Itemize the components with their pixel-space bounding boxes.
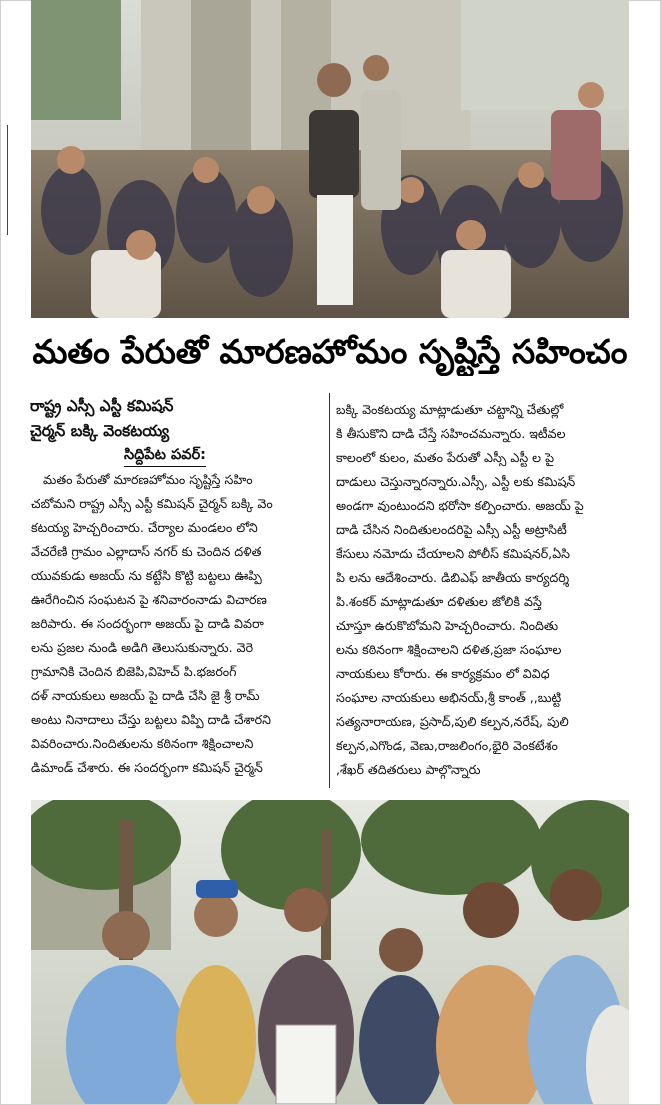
headline: మతం పేరుతో మారణహోమం సృష్టిస్తే సహించం <box>32 332 628 371</box>
body-line: అండగా వుంటుందని భరోసా కల్పించారు. అజయ్ పై <box>336 498 584 513</box>
margin-rule <box>7 125 8 235</box>
body-line: దళ్ నాయకులు అజయ్ పై దాడి చేసి జై శ్రీ రామ్ <box>31 688 260 703</box>
body-line: ,శేఖర్ తదితరులు పాల్గొన్నారు <box>336 762 481 777</box>
body-line: కేసులు నమోదు చేయాలని పోలీస్ కమిషనర్,ఏసి <box>336 546 570 561</box>
body-line: దాడి చేసిన నిందితులందరిపై ఎస్సీ ఎస్టీ అట్రాసిటీ <box>336 522 567 537</box>
subheading-line-2: చైర్మన్ బక్కి వెంకటయ్య <box>30 422 170 440</box>
body-line: కల్పన,ఎగొండ, వెణు,రాజలింగం,భైరి వెంకటేశం <box>336 738 558 753</box>
subheading-line-1: రాష్ట్ర ఎస్సీ ఎస్టీ కమిషన్ <box>30 397 174 415</box>
body-line: సత్యనారాయణ, ప్రసాద్,పులి కల్పన,నరేష్, పులి <box>336 714 569 729</box>
body-line: యువకుడు అజయ్ ను కట్టేసి కొట్టి బట్టలు ఊప్పి <box>31 568 262 583</box>
column-rule <box>329 393 330 788</box>
body-line: కి తీసుకొని దాడి చేస్తే సహించమన్నారు. ఇటీవల <box>336 426 566 441</box>
body-line: వివరించారు.నిందితులను కఠినంగా శిక్షించాలని <box>31 736 254 751</box>
body-line: కాలంలో కులం, మతం పేరుతో ఎస్సీ ఎస్టీ ల పై <box>336 450 555 465</box>
body-line: అంటు నినాదాలు చేస్తు బట్టలు విప్పి దాడి చేశారని <box>31 712 271 727</box>
body-line: పి.శంకర్ మాట్లాడుతూ దళితుల జోలికి వస్తే <box>336 594 542 609</box>
body-line: గ్రామానికి చెందిన బిజెపి,విహెచ్ పి.భజరంగ్ <box>31 664 237 679</box>
body-line: మతం పేరుతో మారణహోమం సృష్టిస్తే సహిం <box>43 472 253 487</box>
body-line: లను కఠినంగా శిక్షించాలని దళిత,ప్రజా సంఘాల <box>336 642 562 657</box>
body-line: చబోమని రాష్ట్ర ఎస్సీ ఎస్టీ కమిషన్ చైర్మన్ బక్కి వెం <box>31 496 273 511</box>
byline: సిద్దిపేట పవర్: <box>124 444 206 467</box>
body-line: ఊరేగించిన సంఘటన పై శనివారంనాడు విచారణ <box>31 592 267 607</box>
body-line: లను ప్రజల నుండి అడిగి తెలుసుకున్నారు. వెరె <box>31 640 254 655</box>
meeting-photo <box>31 0 629 318</box>
body-line: డిమాండ్ చేశారు. ఈ సందర్భంగా కమిషన్ చైర్మన్ <box>31 760 263 775</box>
petition-photo <box>31 800 629 1104</box>
body-line: బక్కి వెంకటయ్య మాట్లాడుతూ చట్టాన్ని చేతుల్లో <box>336 402 564 417</box>
body-line: జరిపారు. ఈ సందర్భంగా అజయ్ పై దాడి వివరా <box>31 616 264 631</box>
body-line: నాయకులు కోరారు. ఈ కార్యక్రమం లో వివిధ <box>336 666 550 681</box>
body-line: సంఘాల నాయకులు అభినయ్,శ్రీ కాంత్ ,,బుట్టి <box>336 690 562 705</box>
body-line: చూస్తూ ఉరుకొబోమని హెచ్చరించారు. నిందితు <box>336 618 559 633</box>
body-line: కటయ్య హెచ్చరించారు. చేర్యాల మండలం లోని <box>31 520 258 535</box>
body-line: పి లను ఆదేశించారు. డిబిఎఫ్ జాతీయ కార్యదర్శి <box>336 570 570 585</box>
body-line: దాడులు చెస్తున్నారన్నారు.ఎస్సీ, ఎస్టీ లకు కమిషన్ <box>336 474 576 489</box>
body-line: వేచరేణి గ్రామం ఎల్లాదాస్ నగర్ కు చెందిన దళిత <box>31 544 262 559</box>
